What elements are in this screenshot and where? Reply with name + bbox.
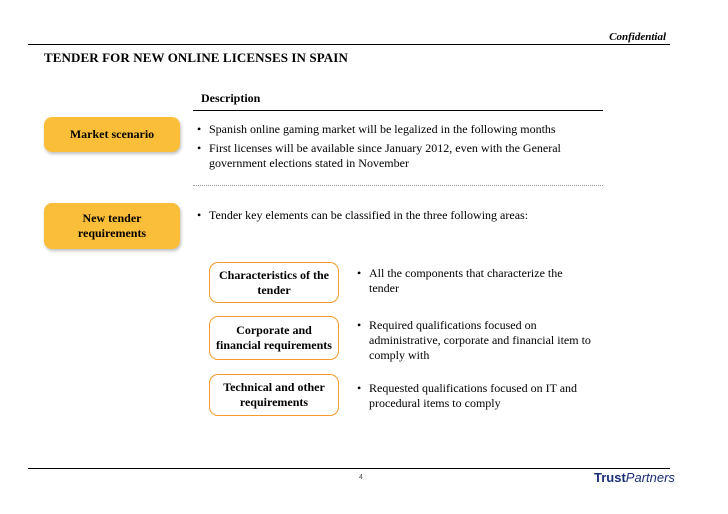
list-item: • Tender key elements can be classified in the three following areas: <box>197 208 597 223</box>
area-box-corporate <box>209 316 339 360</box>
market-scenario-box <box>44 117 180 152</box>
area-title-line2: requirements <box>239 395 309 409</box>
section-divider <box>193 185 603 186</box>
area-bullets-characteristics <box>357 266 592 300</box>
area-box-characteristics <box>209 262 339 303</box>
market-scenario-label: Market scenario <box>69 127 155 141</box>
logo-bold-part: Trust <box>594 470 626 485</box>
confidential-label: Confidential <box>609 31 666 43</box>
market-scenario-bullets <box>197 122 592 175</box>
list-item: • Spanish online gaming market will be legalized in the following months <box>197 122 592 137</box>
list-item: • First licenses will be available since January 2012, even with the General government elections stated in November <box>197 141 592 171</box>
area-box-technical <box>209 374 339 416</box>
new-tender-label-line1: New tender <box>82 211 142 225</box>
area-title-line2: tender <box>257 282 291 297</box>
page-number: 4 <box>359 474 363 481</box>
logo-italic-part: Partners <box>625 470 675 485</box>
description-heading: Description <box>201 91 261 105</box>
area-title-line1: Characteristics of the <box>219 267 329 282</box>
area-title-line1: Corporate and <box>236 323 312 337</box>
new-tender-label-line2: requirements <box>77 226 147 240</box>
list-item: • Requested qualifications focused on IT and procedural items to comply <box>357 381 592 411</box>
new-tender-box <box>44 203 180 249</box>
list-item: • All the components that characterize the tender <box>357 266 592 296</box>
header-divider <box>28 44 670 45</box>
page-title: TENDER FOR NEW ONLINE LICENSES IN SPAIN <box>44 50 348 65</box>
new-tender-intro <box>197 208 597 227</box>
area-bullets-corporate <box>357 318 602 367</box>
area-bullets-technical <box>357 381 592 415</box>
list-item: • Required qualifications focused on administrative, corporate and financial item to comply with <box>357 318 602 363</box>
area-title-line1: Technical and other <box>223 380 325 394</box>
description-divider <box>193 110 603 111</box>
footer-divider <box>28 468 670 469</box>
trustpartners-logo <box>594 470 675 485</box>
area-title-line2: financial requirements <box>216 338 332 352</box>
